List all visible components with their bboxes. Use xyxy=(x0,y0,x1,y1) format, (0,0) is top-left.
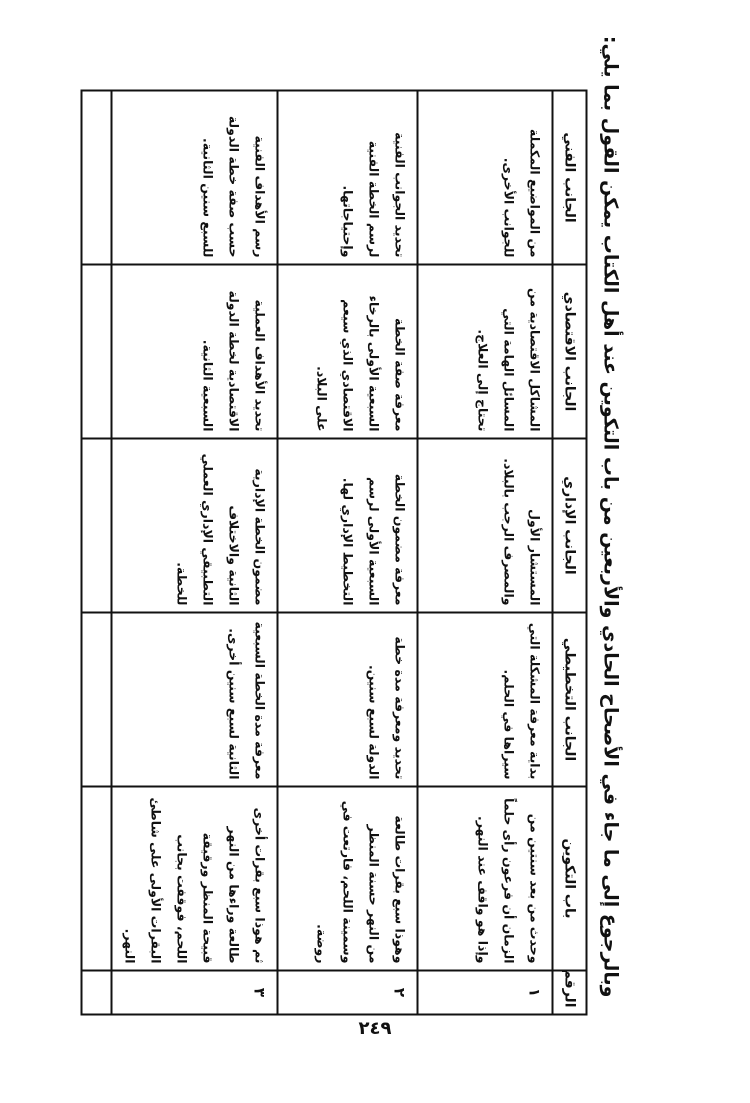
table-row xyxy=(418,90,553,1014)
cell-economic: معرفة صفة الخطة السبعية الأولى بالرخاء الاقتصادي الذي سيعم على البلاد. xyxy=(278,264,418,438)
cell-takwin: وهوذا سبع بقرات طالعة من النهر حسنة المنظر وسمينة اللحم، فارتعت في روضة. xyxy=(278,786,418,970)
row-number: ٢ xyxy=(278,970,418,1014)
page-number: ٢٤٩ xyxy=(358,1018,392,1039)
cell-empty xyxy=(82,264,112,438)
header-takwin: باب التكوين xyxy=(553,786,587,970)
cell-economic: المشاكل الاقتصادية من المسائل الهامة التي تحتاج إلى العلاج. xyxy=(418,264,553,438)
cell-administrative: المستشار الأول والمصرف الرجب بالبلاد. xyxy=(418,438,553,612)
rotated-page xyxy=(95,35,630,1007)
cell-takwin: ثم هوذا سبع بقرات أخرى طالعة وراءها من النهر قبيحة المنظر ورقيقة اللحم، فوقفت بجانب البقرات الأولى على شاطئ النهر. xyxy=(112,786,278,970)
table-header-row xyxy=(553,90,587,1014)
row-number: ١ xyxy=(418,970,553,1014)
row-number-empty xyxy=(82,970,112,1014)
header-number: الرقم xyxy=(553,970,587,1014)
intro-paragraph: وبالرجوع إلى ما جاء في الأصحاح الحادي والأربعين من باب التكوين عند أهل الكتاب يمكن القول بما يلي: xyxy=(599,35,622,997)
table-row-empty xyxy=(82,90,112,1014)
cell-economic: تحديد الأهداف العملية الاقتصادية لخطة الدولة السبعية الثانية. xyxy=(112,264,278,438)
header-administrative: الجانب الإداري xyxy=(553,438,587,612)
comparison-table xyxy=(81,89,588,1015)
cell-empty xyxy=(82,786,112,970)
cell-planning: تحديد ومعرفة مدة خطة الدولة لسبع سنين. xyxy=(278,612,418,786)
header-planning: الجانب التخطيطي xyxy=(553,612,587,786)
cell-planning: بداية معرفة المشكلة التي سيراها في الحلم. xyxy=(418,612,553,786)
header-technical: الجانب الفني xyxy=(553,90,587,264)
cell-administrative: مضمون الخطة الإدارية الثانية والاختلاف التطبيقي الإداري العملي للخطة. xyxy=(112,438,278,612)
table-row xyxy=(112,90,278,1014)
cell-administrative: معرفة مضمون الخطة السبعية الأولى لرسم التخطيط الإداري لها. xyxy=(278,438,418,612)
cell-technical: رسم الأهداف الفنية حسب صفة خطة الدولة للسبع سنين الثانية. xyxy=(112,90,278,264)
cell-empty xyxy=(82,90,112,264)
header-economic: الجانب الاقتصادي xyxy=(553,264,587,438)
table-row xyxy=(278,90,418,1014)
cell-empty xyxy=(82,612,112,786)
cell-technical: تحديد الجوانب الفنية لرسم الخطة الفنية وإحتياجاتها. xyxy=(278,90,418,264)
cell-takwin: وحدث من بعد سنتين من الزمان أن فرعون رأى حلماً وإذا هو واقف عند النهر. xyxy=(418,786,553,970)
row-number: ٣ xyxy=(112,970,278,1014)
cell-planning: معرفة مدة الخطة السبعية الثانية لسبع سنين أخرى. xyxy=(112,612,278,786)
cell-technical: من المواضيع المكملة للجوانب الأخرى. xyxy=(418,90,553,264)
cell-empty xyxy=(82,438,112,612)
